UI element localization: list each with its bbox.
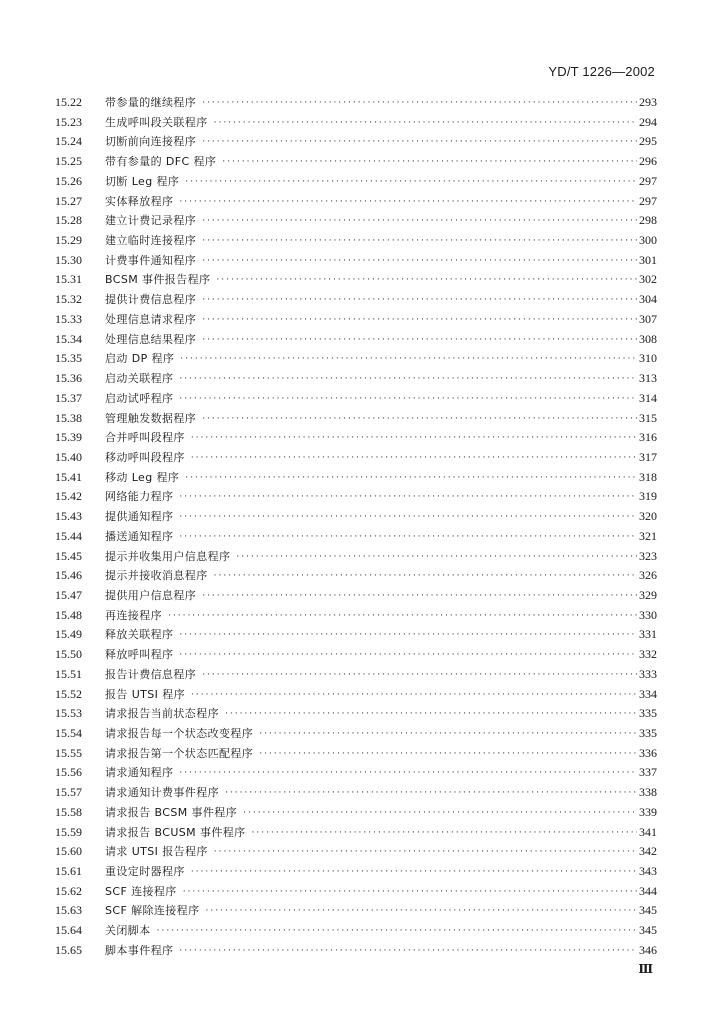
toc-entry-number: 15.46 <box>55 568 82 583</box>
toc-entry <box>55 528 657 548</box>
toc-entry-page: 326 <box>639 568 657 583</box>
dot-leader <box>214 118 637 128</box>
toc-entry-number: 15.39 <box>55 430 82 445</box>
toc-entry <box>55 745 657 765</box>
toc-entry <box>55 350 657 370</box>
toc-entry <box>55 548 657 568</box>
toc-entry <box>55 863 657 883</box>
toc-entry-page: 337 <box>639 765 657 780</box>
dot-leader <box>183 887 637 897</box>
dot-leader <box>202 335 637 345</box>
toc-entry <box>55 666 657 686</box>
dot-leader <box>202 295 637 305</box>
toc-entry-page: 334 <box>639 686 657 701</box>
toc-entry <box>55 567 657 587</box>
toc-entry-number: 15.53 <box>55 706 82 721</box>
toc-entry-page: 336 <box>639 745 657 760</box>
dot-leader <box>225 788 637 798</box>
dot-leader <box>179 650 637 660</box>
toc-entry <box>55 331 657 351</box>
toc-entry <box>55 587 657 607</box>
toc-entry-number: 15.65 <box>55 942 82 957</box>
dot-leader <box>179 946 637 956</box>
dot-leader <box>236 552 637 562</box>
toc-entry <box>55 626 657 646</box>
toc-entry-number: 15.64 <box>55 923 82 938</box>
toc-entry-number: 15.51 <box>55 666 82 681</box>
toc-entry <box>55 488 657 508</box>
toc-entry-page: 333 <box>639 666 657 681</box>
toc-entry-title: 请求报告第一个状态匹配程序 <box>105 746 254 760</box>
toc-entry <box>55 133 657 153</box>
toc-entry-page: 297 <box>639 193 657 208</box>
dot-leader <box>216 275 637 285</box>
dot-leader <box>252 828 637 838</box>
dot-leader <box>202 98 637 108</box>
dot-leader <box>222 157 637 167</box>
toc-entry-number: 15.40 <box>55 449 82 464</box>
toc-entry-title: 关闭脚本 <box>105 924 151 938</box>
toc-entry-title: 切断 Leg 程序 <box>105 174 180 188</box>
toc-entry-page: 331 <box>639 627 657 642</box>
toc-entry-number: 15.32 <box>55 292 82 307</box>
dot-leader <box>191 433 637 443</box>
dot-leader <box>202 315 637 325</box>
toc-entry <box>55 429 657 449</box>
toc-entry-title: 切断前向连接程序 <box>105 135 197 149</box>
toc-entry <box>55 153 657 173</box>
toc-entry-page: 338 <box>639 785 657 800</box>
toc-entry <box>55 705 657 725</box>
toc-entry-title: 提供通知程序 <box>105 510 174 524</box>
toc-entry-number: 15.33 <box>55 311 82 326</box>
toc-entry-page: 345 <box>639 903 657 918</box>
toc-entry-number: 15.49 <box>55 627 82 642</box>
dot-leader <box>202 216 637 226</box>
dot-leader <box>259 749 637 759</box>
toc-entry-title: 释放关联程序 <box>105 628 174 642</box>
toc-entry-page: 296 <box>639 154 657 169</box>
toc-entry-title: 提示并收集用户信息程序 <box>105 549 231 563</box>
toc-entry-title: 再连接程序 <box>105 608 162 622</box>
toc-entry <box>55 646 657 666</box>
toc-entry <box>55 311 657 331</box>
toc-entry-page: 341 <box>639 824 657 839</box>
toc-entry-title: SCF 解除连接程序 <box>105 904 200 918</box>
toc-entry-title: 提供计费信息程序 <box>105 293 197 307</box>
toc-entry-number: 15.23 <box>55 114 82 129</box>
toc-entry-title: 提示并接收消息程序 <box>105 569 208 583</box>
dot-leader <box>191 690 637 700</box>
toc-entry <box>55 252 657 272</box>
toc-entry-title: 报告 UTSI 程序 <box>105 687 185 701</box>
toc-entry <box>55 212 657 232</box>
dot-leader <box>202 137 637 147</box>
toc-entry-title: 处理信息结果程序 <box>105 332 197 346</box>
toc-entry-page: 308 <box>639 331 657 346</box>
dot-leader <box>243 808 637 818</box>
toc-entry-page: 302 <box>639 272 657 287</box>
toc-entry <box>55 410 657 430</box>
toc-entry-number: 15.22 <box>55 95 82 109</box>
toc-entry <box>55 843 657 863</box>
toc-entry-title: 请求报告当前状态程序 <box>105 707 219 721</box>
toc-entry-title: 请求报告每一个状态改变程序 <box>105 727 254 740</box>
toc-entry <box>55 686 657 706</box>
toc-entry-title: 请求 UTSI 报告程序 <box>105 845 208 859</box>
toc-entry-page: 335 <box>639 706 657 721</box>
dot-leader <box>179 394 637 404</box>
toc-entry-title: 处理信息请求程序 <box>105 312 197 326</box>
toc-entry-number: 15.48 <box>55 607 82 622</box>
toc-entry-title: BCSM 事件报告程序 <box>105 273 211 287</box>
toc-entry-page: 300 <box>639 233 657 248</box>
dot-leader <box>157 926 637 936</box>
toc-entry-number: 15.47 <box>55 587 82 602</box>
toc-entry <box>55 291 657 311</box>
toc-entry-page: 298 <box>639 213 657 228</box>
toc-entry-number: 15.42 <box>55 489 82 504</box>
toc-entry <box>55 469 657 489</box>
toc-entry-number: 15.45 <box>55 548 82 563</box>
toc-entry-page: 342 <box>639 844 657 859</box>
toc-entry-number: 15.52 <box>55 686 82 701</box>
toc-entry-title: 报告计费信息程序 <box>105 667 197 681</box>
toc-entry-title: 启动试呼程序 <box>105 391 174 405</box>
toc-entry-page: 316 <box>639 430 657 445</box>
toc-entry-page: 307 <box>639 311 657 326</box>
toc-entry-page: 304 <box>639 292 657 307</box>
toc-entry-page: 297 <box>639 173 657 188</box>
toc-entry-page: 321 <box>639 528 657 543</box>
toc-entry-title: 启动关联程序 <box>105 372 174 386</box>
toc-entry <box>55 942 657 962</box>
toc-entry <box>55 824 657 844</box>
toc-entry-page: 317 <box>639 449 657 464</box>
dot-leader <box>191 453 637 463</box>
toc-entry-page: 343 <box>639 864 657 879</box>
toc-entry-number: 15.38 <box>55 410 82 425</box>
toc-entry-title: 计费事件通知程序 <box>105 253 197 267</box>
dot-leader <box>202 591 637 601</box>
toc-entry-page: 318 <box>639 469 657 484</box>
toc-entry-number: 15.55 <box>55 745 82 760</box>
toc-entry-number: 15.37 <box>55 390 82 405</box>
toc-entry-number: 15.62 <box>55 883 82 898</box>
toc-entry-number: 15.24 <box>55 134 82 149</box>
page-number: Ⅲ <box>638 962 653 976</box>
dot-leader <box>185 473 637 483</box>
toc-entry-page: 314 <box>639 390 657 405</box>
toc-entry-title: 请求报告 BCUSM 事件程序 <box>105 825 246 839</box>
toc-entry-page: 329 <box>639 587 657 602</box>
dot-leader <box>185 177 637 187</box>
toc-entry-number: 15.63 <box>55 903 82 918</box>
dot-leader <box>191 867 637 877</box>
toc-entry <box>55 193 657 213</box>
toc-entry <box>55 784 657 804</box>
toc-entry <box>55 508 657 528</box>
document-standard-id: YD/T 1226—2002 <box>548 64 655 79</box>
toc-entry-page: 294 <box>639 114 657 129</box>
toc-entry-page: 319 <box>639 489 657 504</box>
toc-entry-number: 15.27 <box>55 193 82 208</box>
dot-leader <box>179 630 637 640</box>
toc-entry-title: 释放呼叫程序 <box>105 648 174 662</box>
toc-entry-number: 15.60 <box>55 844 82 859</box>
toc-entry-title: 管理触发数据程序 <box>105 411 197 425</box>
toc-entry-number: 15.54 <box>55 726 82 740</box>
toc-entry-title: 移动呼叫段程序 <box>105 450 185 464</box>
toc-entry <box>55 232 657 252</box>
toc-entry <box>55 94 657 114</box>
toc-entry-page: 346 <box>639 942 657 957</box>
toc-entry-number: 15.28 <box>55 213 82 228</box>
dot-leader <box>180 354 637 364</box>
toc-entry-page: 339 <box>639 804 657 819</box>
toc-entry-title: 请求通知计费事件程序 <box>105 786 219 800</box>
toc-entry-page: 332 <box>639 647 657 662</box>
dot-leader <box>202 414 637 424</box>
toc-entry-number: 15.31 <box>55 272 82 287</box>
toc-entry-title: 启动 DP 程序 <box>105 352 175 366</box>
dot-leader <box>214 847 637 857</box>
dot-leader <box>179 768 637 778</box>
toc-entry-number: 15.50 <box>55 647 82 662</box>
dot-leader <box>225 709 637 719</box>
toc-entry-number: 15.57 <box>55 785 82 800</box>
toc-entry-number: 15.56 <box>55 765 82 780</box>
toc-entry <box>55 725 657 745</box>
toc-entry-number: 15.35 <box>55 351 82 366</box>
dot-leader <box>206 906 638 916</box>
toc-entry-page: 320 <box>639 509 657 524</box>
dot-leader <box>179 197 637 207</box>
toc-entry <box>55 449 657 469</box>
dot-leader <box>202 670 637 680</box>
toc-entry-title: 带参量的继续程序 <box>105 96 197 109</box>
toc-entry-title: 建立计费记录程序 <box>105 214 197 228</box>
toc-entry-page: 335 <box>639 726 657 740</box>
toc-entry-number: 15.44 <box>55 528 82 543</box>
toc-entry-title: 网络能力程序 <box>105 490 174 504</box>
toc-entry-number: 15.58 <box>55 804 82 819</box>
dot-leader <box>214 571 637 581</box>
toc-entry-page: 344 <box>639 883 657 898</box>
toc-entry-title: 重设定时器程序 <box>105 865 185 879</box>
toc-entry-title: 实体释放程序 <box>105 194 174 208</box>
toc-entry-number: 15.59 <box>55 824 82 839</box>
toc-entry <box>55 173 657 193</box>
toc-entry-number: 15.30 <box>55 252 82 267</box>
toc-entry <box>55 370 657 390</box>
table-of-contents <box>55 94 657 962</box>
toc-entry-page: 295 <box>639 134 657 149</box>
toc-entry-title: 建立临时连接程序 <box>105 234 197 248</box>
toc-entry-title: 脚本事件程序 <box>105 943 174 957</box>
toc-entry <box>55 114 657 134</box>
toc-entry <box>55 764 657 784</box>
toc-entry-title: 带有参量的 DFC 程序 <box>105 155 217 169</box>
toc-entry <box>55 922 657 942</box>
dot-leader <box>179 512 637 522</box>
dot-leader <box>168 611 637 621</box>
toc-entry-number: 15.36 <box>55 371 82 386</box>
toc-entry-title: 生成呼叫段关联程序 <box>105 115 208 129</box>
dot-leader <box>202 236 637 246</box>
toc-entry-number: 15.61 <box>55 864 82 879</box>
dot-leader <box>202 256 637 266</box>
toc-entry <box>55 607 657 627</box>
toc-entry-number: 15.34 <box>55 331 82 346</box>
toc-entry <box>55 390 657 410</box>
toc-entry-page: 345 <box>639 923 657 938</box>
toc-entry-title: SCF 连接程序 <box>105 884 177 898</box>
dot-leader <box>179 374 637 384</box>
toc-entry-page: 301 <box>639 252 657 267</box>
toc-entry-number: 15.43 <box>55 509 82 524</box>
toc-entry-page: 310 <box>639 351 657 366</box>
toc-entry <box>55 271 657 291</box>
toc-entry-number: 15.25 <box>55 154 82 169</box>
toc-entry-title: 合并呼叫段程序 <box>105 431 185 445</box>
toc-entry-page: 323 <box>639 548 657 563</box>
toc-entry-title: 移动 Leg 程序 <box>105 470 180 484</box>
toc-entry-title: 提供用户信息程序 <box>105 588 197 602</box>
toc-entry-title: 播送通知程序 <box>105 529 174 543</box>
toc-entry-page: 330 <box>639 607 657 622</box>
dot-leader <box>179 492 637 502</box>
toc-entry-title: 请求通知程序 <box>105 766 174 780</box>
dot-leader <box>179 532 637 542</box>
toc-entry-number: 15.26 <box>55 173 82 188</box>
toc-entry-number: 15.41 <box>55 469 82 484</box>
toc-entry-number: 15.29 <box>55 233 82 248</box>
dot-leader <box>259 729 637 739</box>
toc-entry <box>55 804 657 824</box>
toc-entry <box>55 902 657 922</box>
toc-entry-page: 315 <box>639 410 657 425</box>
toc-entry-page: 313 <box>639 371 657 386</box>
toc-entry-page: 293 <box>639 95 657 109</box>
toc-entry-title: 请求报告 BCSM 事件程序 <box>105 805 238 819</box>
toc-entry <box>55 883 657 903</box>
